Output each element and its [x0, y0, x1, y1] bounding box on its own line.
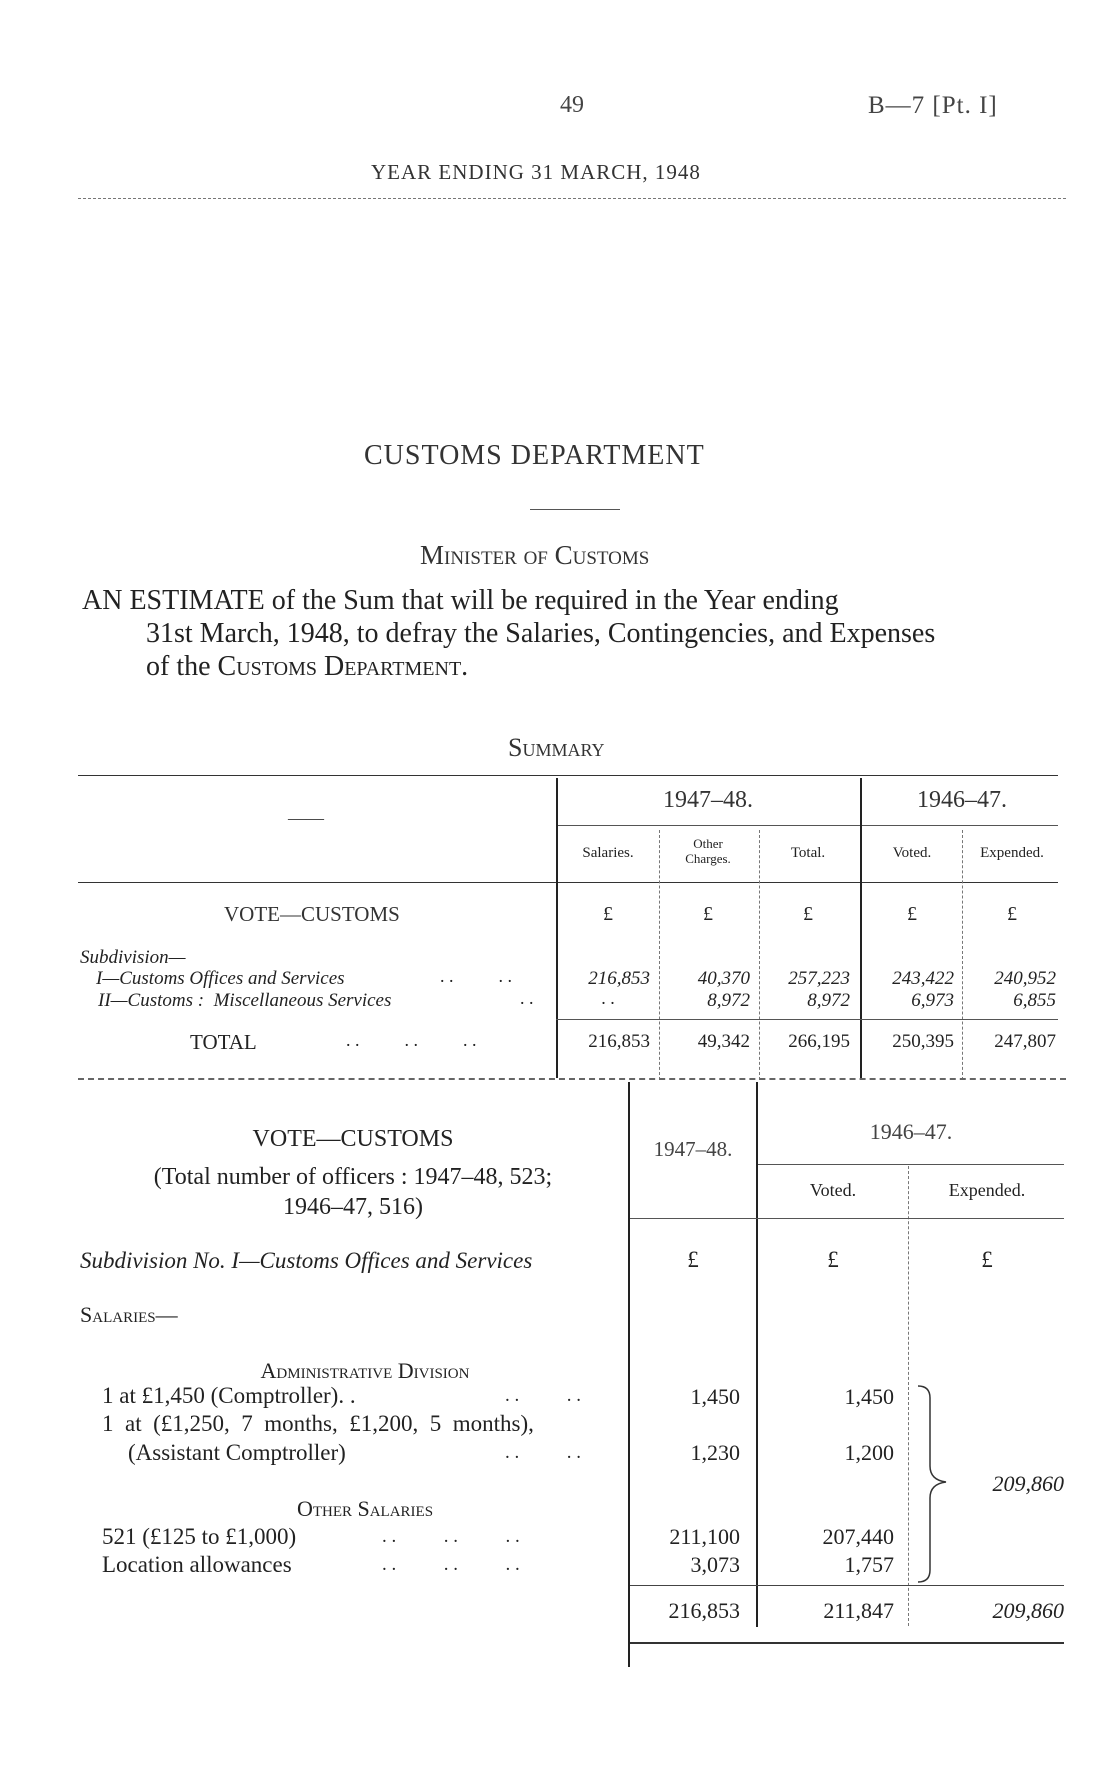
summary-top-rule	[78, 775, 1058, 776]
vote-item-3-dots: . . . . . .	[382, 1526, 520, 1547]
vote-total-expended: 209,860	[992, 1598, 1064, 1623]
summary-row-2-expended: 6,855	[1013, 990, 1056, 1011]
vote-subdivision: Subdivision No. I—Customs Offices and Services	[80, 1248, 533, 1273]
vote-item-1-dots: . . . .	[505, 1385, 581, 1406]
vote-item-3-label: 521 (£125 to £1,000)	[102, 1524, 297, 1549]
vote-item-2-1947: 1,230	[690, 1440, 740, 1465]
estimate-line-2: 31st March, 1948, to defray the Salaries, Contingencies, and Expenses	[146, 618, 936, 649]
minister-line: Minister of Customs	[420, 540, 650, 570]
vote-salaries-heading: Salaries—	[80, 1302, 178, 1327]
summary-year-1946: 1946–47.	[917, 787, 1007, 813]
estimate-line-3-pre: of the	[146, 651, 218, 682]
summary-heading: Summary	[508, 733, 605, 762]
summary-row-2-total: 8,972	[807, 990, 850, 1011]
vote-admin-division: Administrative Division	[260, 1358, 470, 1383]
summary-total-total: 266,195	[788, 1031, 850, 1052]
vote-item-1-1947: 1,450	[690, 1384, 740, 1409]
summary-col-voted: Voted.	[892, 845, 932, 861]
vote-item-2-dots: . . . .	[505, 1442, 581, 1463]
summary-year-underline	[558, 825, 1058, 826]
summary-row-1-voted: 243,422	[892, 968, 954, 989]
estimate-line-3	[82, 650, 1072, 683]
summary-row-1-total: 257,223	[788, 968, 850, 989]
vote-pound-expended: £	[981, 1247, 993, 1272]
page-number: 49	[560, 92, 584, 118]
summary-total-voted: 250,395	[892, 1031, 954, 1052]
title-divider	[530, 509, 620, 510]
vote-item-4-label: Location allowances	[102, 1552, 292, 1577]
vote-officers-line-1: (Total number of officers : 1947–48, 523;	[153, 1164, 553, 1190]
vote-year-1947: 1947–48.	[653, 1137, 733, 1161]
vote-pound-voted: £	[827, 1247, 839, 1272]
summary-pound-expended: £	[1007, 903, 1017, 925]
vote-item-1-voted: 1,450	[844, 1384, 894, 1409]
vote-total-top-rule	[630, 1585, 1064, 1586]
summary-total-salaries: 216,853	[588, 1031, 650, 1052]
summary-total-dots: . . . . . .	[346, 1030, 477, 1050]
vote-col-voted: Voted.	[809, 1180, 857, 1200]
summary-row-2-label: II—Customs : Miscellaneous Services	[98, 990, 392, 1011]
vote-col-expended: Expended.	[948, 1180, 1026, 1200]
summary-row-1-salaries: 216,853	[588, 968, 650, 989]
vote-item-4-1947: 3,073	[690, 1552, 740, 1577]
summary-col-total: Total.	[790, 845, 826, 861]
estimate-paragraph	[82, 584, 1072, 683]
vote-brace-expended: 209,860	[992, 1471, 1064, 1496]
summary-blank-dash: ——	[288, 808, 324, 828]
vote-vline-expended	[908, 1166, 909, 1626]
summary-col-other-charges	[658, 836, 758, 866]
summary-header-rule	[78, 882, 1058, 883]
summary-col-expended: Expended.	[980, 845, 1044, 861]
summary-pound-salaries: £	[603, 903, 613, 925]
estimate-line-3-post: .	[461, 651, 469, 682]
summary-total-label: TOTAL	[190, 1030, 257, 1054]
summary-col-other-2: Charges.	[685, 851, 731, 866]
vote-item-4-dots: . . . . . .	[382, 1554, 520, 1575]
estimate-line-3-dept: Customs Department	[217, 651, 462, 682]
summary-subdivision-label: Subdivision—	[80, 947, 186, 968]
summary-bottom-rule	[78, 1078, 1066, 1080]
summary-row-1-dots: . . . .	[440, 966, 512, 986]
summary-row-2-dots: . .	[520, 988, 534, 1008]
department-title: CUSTOMS DEPARTMENT	[364, 440, 705, 471]
summary-col-salaries: Salaries.	[582, 845, 634, 861]
vote-officers	[78, 1162, 628, 1222]
vote-other-salaries: Other Salaries	[296, 1496, 434, 1521]
header-rule	[78, 198, 1066, 199]
summary-row-2-salaries: . .	[601, 988, 615, 1008]
vote-item-2-line-2: (Assistant Comptroller)	[128, 1440, 346, 1465]
summary-pound-voted: £	[907, 903, 917, 925]
vote-total-bottom-rule	[630, 1642, 1064, 1644]
vote-officers-line-2: 1946–47, 516)	[283, 1194, 423, 1220]
vote-item-3-voted: 207,440	[822, 1524, 894, 1549]
vote-item-1-label: 1 at £1,450 (Comptroller). .	[102, 1383, 356, 1408]
vote-total-voted: 211,847	[823, 1598, 894, 1623]
summary-row-1-other: 40,370	[697, 968, 750, 989]
summary-row-2-voted: 6,973	[911, 990, 954, 1011]
summary-row-2-other: 8,972	[707, 990, 750, 1011]
vote-header-rule	[630, 1218, 1064, 1219]
vote-item-2-voted: 1,200	[844, 1440, 894, 1465]
summary-total-other: 49,342	[697, 1031, 750, 1052]
vote-year-1946: 1946–47.	[869, 1119, 953, 1144]
estimate-line-1: AN ESTIMATE of the Sum that will be required in the Year ending	[82, 585, 839, 616]
summary-subtotal-rule	[556, 1019, 1058, 1020]
vote-year-underline	[758, 1164, 1064, 1165]
summary-pound-total: £	[803, 903, 813, 925]
summary-row-1-expended: 240,952	[994, 968, 1056, 989]
vote-item-3-1947: 211,100	[669, 1524, 740, 1549]
summary-col-other-1: Other	[693, 836, 723, 851]
vote-item-2-line-1: 1 at (£1,250, 7 months, £1,200, 5 months),	[102, 1411, 534, 1436]
year-ending-line: YEAR ENDING 31 MARCH, 1948	[371, 160, 701, 184]
summary-total-expended: 247,807	[994, 1031, 1056, 1052]
vote-pound-1947: £	[687, 1247, 699, 1272]
vote-item-4-voted: 1,757	[844, 1552, 894, 1577]
summary-row-1-label: I—Customs Offices and Services	[96, 968, 345, 989]
document-reference: B—7 [Pt. I]	[868, 92, 998, 119]
summary-year-1947: 1947–48.	[663, 787, 753, 813]
vote-total-1947: 216,853	[668, 1598, 740, 1623]
vote-title: VOTE—CUSTOMS	[252, 1126, 454, 1152]
summary-pound-other: £	[703, 903, 713, 925]
summary-vote-title: VOTE—CUSTOMS	[224, 902, 400, 926]
